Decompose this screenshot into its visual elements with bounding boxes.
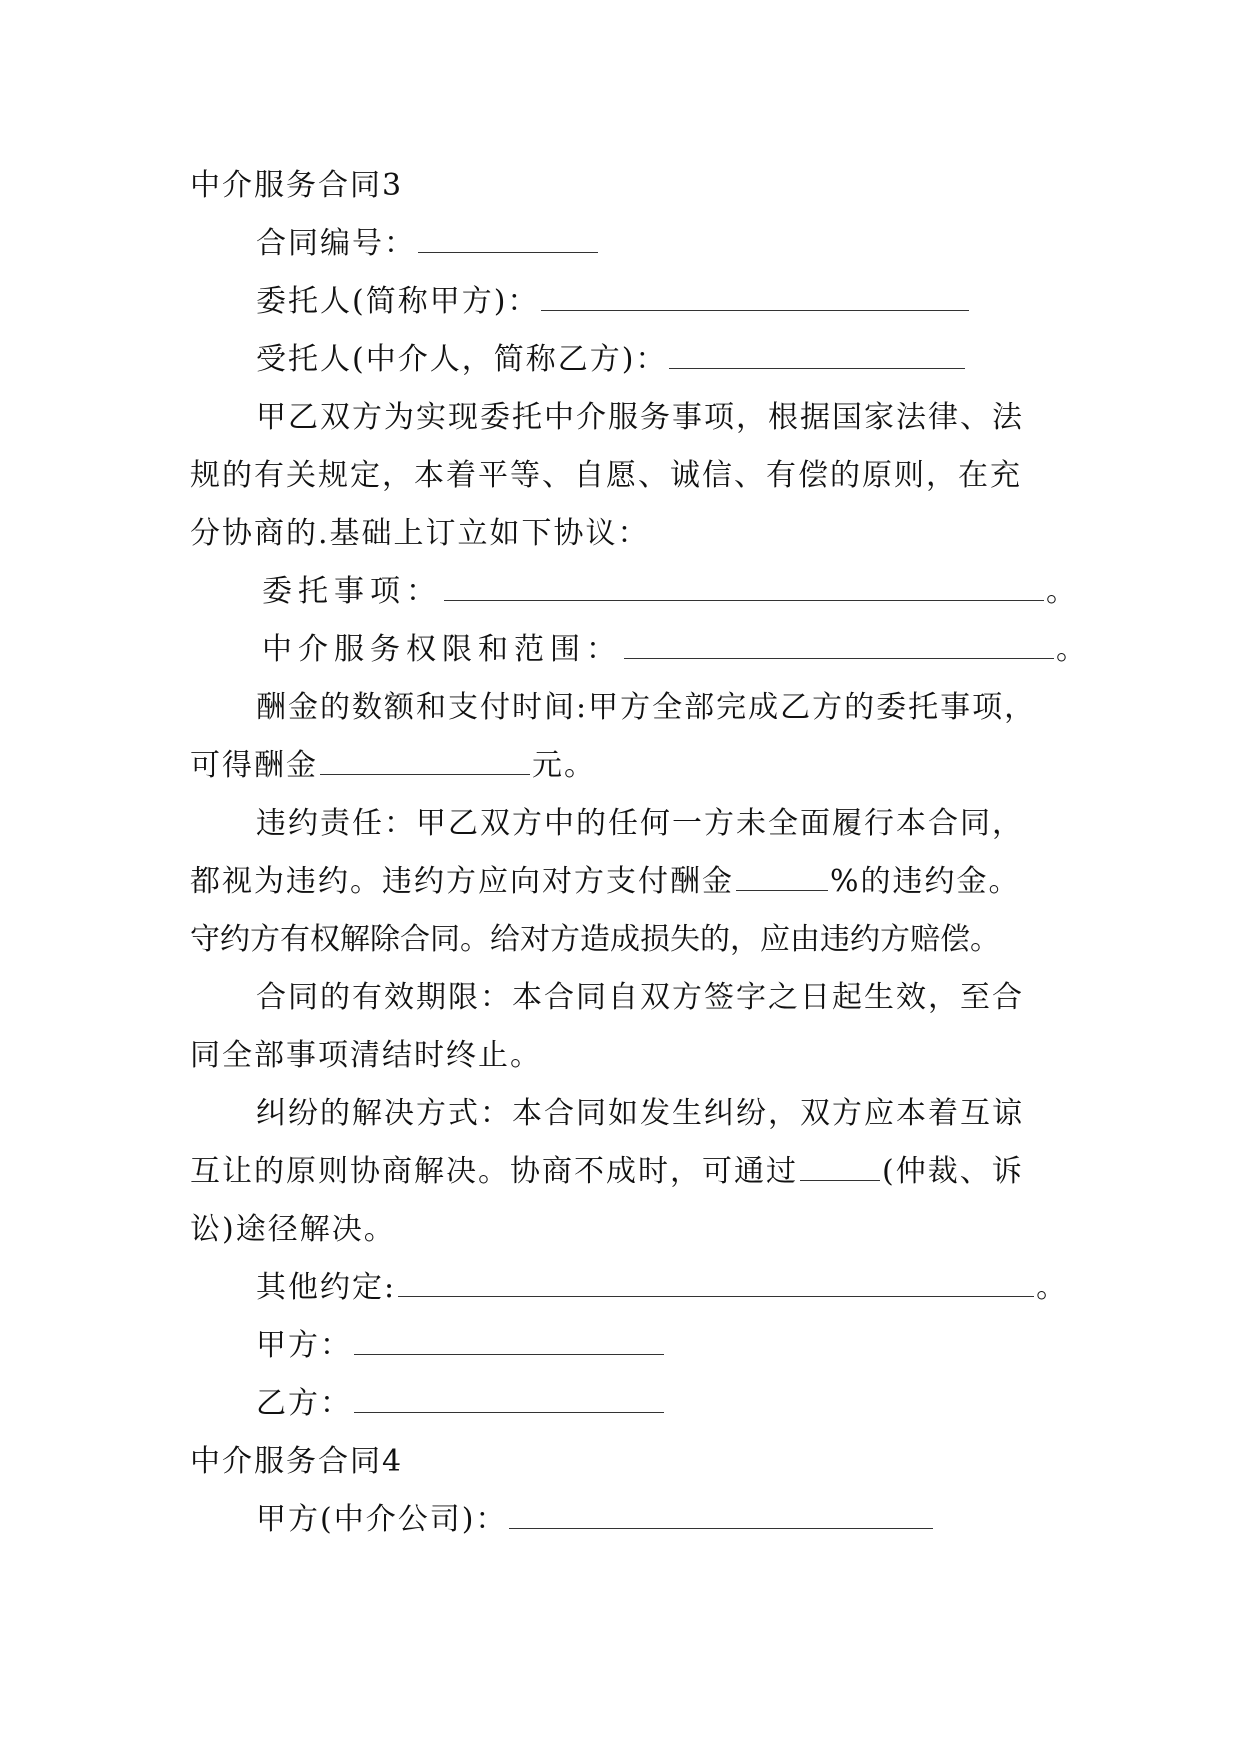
party-b-line: 乙方： <box>256 1384 666 1424</box>
intro-line-1: 甲乙双方为实现委托中介服务事项，根据国家法律、法 <box>256 400 1024 435</box>
other-blank <box>398 1268 1034 1297</box>
intro-line-2: 规的有关规定，本着平等、自愿、诚信、有偿的原则，在充 <box>190 458 1022 493</box>
agent-line: 受托人(中介人，简称乙方)： <box>256 340 967 380</box>
party-b-blank <box>354 1384 664 1413</box>
dispute-line-1: 纠纷的解决方式：本合同如发生纠纷，双方应本着互谅 <box>256 1096 1024 1131</box>
other-line: 其他约定: 。 <box>256 1270 1069 1305</box>
client-line: 委托人(简称甲方)： <box>256 282 971 322</box>
fee-amount-blank <box>320 746 530 775</box>
validity-line-2: 同全部事项清结时终止。 <box>190 1038 542 1073</box>
breach-line-2: 都视为违约。违约方应向对方支付酬金 %的违约金。 <box>190 864 1021 899</box>
agent-blank <box>669 340 965 369</box>
fee-line-1: 酬金的数额和支付时间:甲方全部完成乙方的委托事项， <box>256 690 1037 725</box>
scope-line: 中介服务权限和范围： 。 <box>262 632 1092 667</box>
contract-number-blank <box>418 224 598 253</box>
contract3-title: 中介服务合同3 <box>190 168 404 203</box>
breach-line-1: 违约责任：甲乙双方中的任何一方未全面履行本合同， <box>256 806 1024 841</box>
client-blank <box>541 282 969 311</box>
party-a-line: 甲方： <box>256 1326 666 1366</box>
penalty-percent-blank <box>736 862 828 891</box>
matter-line: 委托事项： 。 <box>262 574 1082 609</box>
contract-number-line: 合同编号： <box>256 224 600 264</box>
intro-line-3: 分协商的.基础上订立如下协议： <box>190 516 650 551</box>
contract4-party-a-blank <box>509 1500 933 1529</box>
breach-line-3: 守约方有权解除合同。给对方造成损失的，应由违约方赔偿。 <box>190 922 1000 957</box>
contract4-party-a-line: 甲方(中介公司)： <box>256 1500 935 1540</box>
dispute-method-blank <box>800 1152 880 1181</box>
dispute-line-2: 互让的原则协商解决。协商不成时，可通过 (仲裁、诉 <box>190 1154 1024 1189</box>
validity-line-1: 合同的有效期限：本合同自双方签字之日起生效，至合 <box>256 980 1024 1015</box>
matter-blank <box>444 572 1044 601</box>
scope-blank <box>624 630 1054 659</box>
dispute-line-3: 讼)途径解决。 <box>190 1212 396 1247</box>
fee-line-2: 可得酬金 元。 <box>190 748 596 783</box>
party-a-blank <box>354 1326 664 1355</box>
contract4-title: 中介服务合同4 <box>190 1444 404 1479</box>
